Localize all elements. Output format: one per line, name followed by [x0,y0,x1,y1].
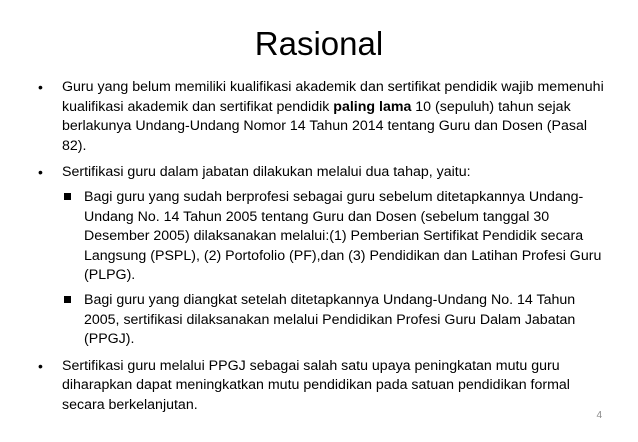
square-bullet-icon [64,296,71,303]
bullet-item-1 [36,78,606,156]
sub-bullet-text: Bagi guru yang diangkat setelah ditetapkannya Undang-Undang No. 14 Tahun 2005, sertifikasi dilaksanakan melalui Pendidikan Profesi Guru Dalam Jabatan (PPGJ). [84,291,576,348]
bullet-item-2 [36,163,606,349]
bullet-text: Sertifikasi guru melalui PPGJ sebagai salah satu upaya peningkatan mutu guru diharapkan dapat meningkatkan mutu pendidikan pada satuan pendidikan formal secara berkelanjutan. [62,357,570,413]
sub-bullet-list [62,188,606,350]
slide-title: Rasional [254,25,384,62]
sub-bullet-text: Bagi guru yang sudah berprofesi sebagai guru sebelum ditetapkannya Undang-Undang No. 14 Tahun 2005 tentang Guru dan Dosen (sebelum tanggal 30 Desember 2005) dilaksanakan melalui:(1) Pemberian Sertifikat Pendidik secara Langsung (PSPL), (2) Portofolio (PF),dan (3) Pendidikan dan Latihan Profesi Guru (PLPG). [84,188,602,284]
square-bullet-icon [64,193,71,200]
slide-content [36,78,606,423]
bullet-icon: • [38,164,43,181]
bullet-text [62,79,604,154]
bullet-icon: • [38,357,43,374]
bullet-icon: • [38,79,43,95]
bullet-item-3 [36,357,606,416]
bullet-text-part: Guru yang belum memiliki kualifikasi akademik dan sertifikat pendidik wajib memenuhi kualifikasi akademik dan sertifikat pendidik [62,79,604,115]
bullet-text-part: 10 (sepuluh) tahun sejak berlakunya Undang-Undang Nomor 14 Tahun 2014 tentang Guru dan Dosen (Pasal 82). [62,98,588,154]
bullet-text: Sertifikasi guru dalam jabatan dilakukan melalui dua tahap, yaitu: [62,164,471,181]
sub-bullet-item-2 [62,291,606,350]
sub-bullet-item-1 [62,188,606,286]
bullet-text-emphasis: paling lama [333,98,412,115]
page-number: 4 [596,410,602,421]
